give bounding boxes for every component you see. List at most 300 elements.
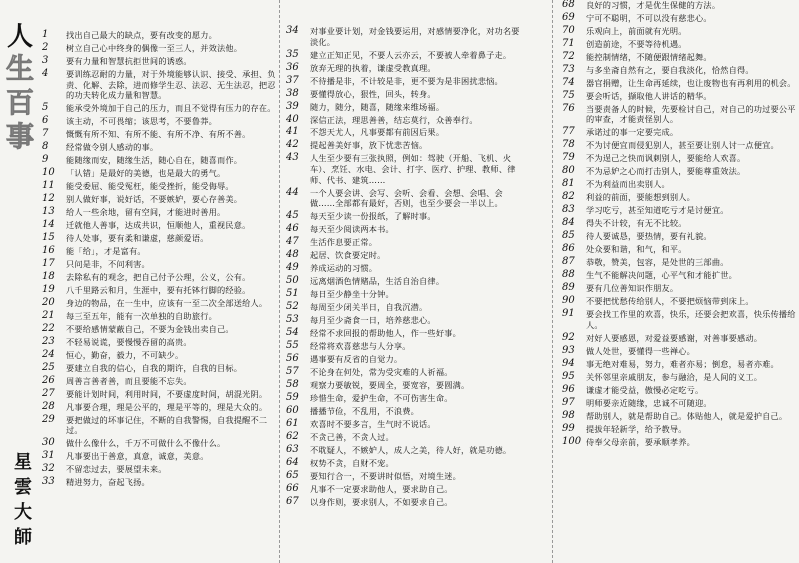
item-number: 93 <box>562 344 575 356</box>
item-text: 能「给」，才是富有。 <box>66 245 146 256</box>
item-number: 15 <box>42 231 55 243</box>
item-text: 「认错」是最好的美德，也是最大的勇气。 <box>66 168 226 179</box>
item-number: 42 <box>286 139 299 151</box>
item-number: 2 <box>42 41 49 53</box>
item-number: 83 <box>562 204 575 216</box>
list-column-1 <box>40 30 278 490</box>
item-text: 要训练忍耐的力量，对于外境能够认识、接受、承担、负责、化解、去除，进而修学生忍、法忍、无生法忍，把忍的功夫转化成力量和智慧。 <box>66 68 276 101</box>
list-item <box>284 250 524 261</box>
item-number: 62 <box>286 430 299 442</box>
item-number: 51 <box>286 288 299 300</box>
list-item <box>40 69 278 101</box>
list-item <box>560 296 796 307</box>
item-text: 生气不能解决问题，心平气和才能扩世。 <box>586 270 737 281</box>
list-item <box>284 380 524 391</box>
item-text: 谦虚才能受益，傲慢必定吃亏。 <box>586 384 704 395</box>
item-text: 权势不贪，自财不宠。 <box>310 457 394 468</box>
item-number: 19 <box>42 283 55 295</box>
item-text: 得失不计较，有无不比较。 <box>586 218 687 229</box>
author-char: 雲 <box>14 477 32 498</box>
list-item <box>284 224 524 235</box>
list-item <box>284 50 524 61</box>
item-text: 要知行合一，不要讲时似悟，对境生迷。 <box>310 470 461 481</box>
item-number: 89 <box>562 282 575 294</box>
item-text: 宁可不聪明，不可以没有慈悲心。 <box>586 12 712 23</box>
item-number: 10 <box>42 167 55 179</box>
item-text: 要能计划时间，利用时间，不要虚度时间，胡混光阴。 <box>66 388 268 399</box>
item-number: 13 <box>42 206 55 217</box>
list-item <box>284 102 524 113</box>
list-item <box>40 43 278 54</box>
list-item <box>284 211 524 222</box>
item-text: 人生至少要有三张执照，例如：驾驶（开船、飞机、火车）、烹饪、水电、会计、打字、医疗、护理、教师、律师、代书、建筑…… <box>310 153 516 185</box>
item-text: 身边的物品，在一生中，应该有一至二次全部送给人。 <box>66 297 268 308</box>
list-item <box>40 402 278 413</box>
list-item <box>284 263 524 274</box>
title-char: 事 <box>5 120 34 153</box>
list-item <box>284 458 524 469</box>
item-text: 每三至五年，能有一次单独的自助旅行。 <box>66 310 217 321</box>
item-number: 35 <box>286 48 299 60</box>
item-text: 每日至少静坐十分钟。 <box>310 289 394 300</box>
item-number: 30 <box>42 437 55 449</box>
list-item <box>284 406 524 417</box>
list-item <box>284 153 524 185</box>
item-text: 不为利益而出卖别人。 <box>586 179 670 190</box>
item-number: 43 <box>286 152 299 164</box>
list-item <box>40 233 278 244</box>
list-item <box>560 192 796 203</box>
item-number: 97 <box>562 396 575 408</box>
list-item <box>284 471 524 482</box>
item-text: 恭敬，赞美，包容，是处世的三部曲。 <box>586 257 729 268</box>
list-item <box>284 367 524 378</box>
item-text: 提起善美好事，放下忧悲苦恼。 <box>310 140 428 151</box>
item-number: 73 <box>562 63 575 75</box>
list-item <box>40 116 278 127</box>
item-number: 85 <box>562 230 575 242</box>
list-item <box>284 328 524 339</box>
item-text: 提拔年轻新学，给予教导。 <box>586 423 687 434</box>
item-number: 34 <box>286 25 299 36</box>
item-number: 71 <box>562 37 575 49</box>
item-number: 99 <box>562 422 575 434</box>
item-text: 侍奉父母亲前，要承顺孝养。 <box>586 436 696 447</box>
item-text: 做什么像什么，千万不可做什么不像什么。 <box>66 438 226 449</box>
list-item <box>560 218 796 229</box>
item-text: 每周至少闭关半日，自我沉潜。 <box>310 302 428 313</box>
item-number: 28 <box>42 400 55 412</box>
item-text: 以身作则，要求别人，不如要求自己。 <box>310 496 453 507</box>
list-item <box>284 115 524 126</box>
item-number: 100 <box>562 435 582 447</box>
item-text: 经常不求回报的帮助他人，作一些好事。 <box>310 328 461 339</box>
item-text: 能承受外境加于自己的压力，而且不觉得有压力的存在。 <box>66 103 276 114</box>
item-text: 生活作息要正常。 <box>310 237 378 248</box>
item-number: 8 <box>42 141 49 153</box>
item-number: 39 <box>286 100 299 112</box>
list-item <box>40 207 278 218</box>
list-item <box>284 76 524 87</box>
list-item <box>40 272 278 283</box>
author-name <box>12 450 34 550</box>
item-text: 起居、饮食要定时。 <box>310 250 386 261</box>
list-item <box>284 63 524 74</box>
item-text: 该主动，不可畏缩；该思考，不要鲁莽。 <box>66 116 217 127</box>
list-item <box>560 359 796 370</box>
item-number: 12 <box>42 193 55 205</box>
item-number: 56 <box>286 353 299 365</box>
item-text: 播播节俭，不乱用，不浪费。 <box>310 405 420 416</box>
list-column-3 <box>560 0 796 450</box>
list-item <box>40 438 278 449</box>
list-item <box>560 65 796 76</box>
item-text: 器官捐赠，让生命再延续，也让废物也有再利用的机会。 <box>586 77 796 88</box>
list-item <box>560 333 796 344</box>
item-number: 74 <box>562 76 575 88</box>
item-number: 49 <box>286 262 299 274</box>
item-number: 44 <box>286 186 299 198</box>
item-number: 95 <box>562 370 575 382</box>
item-text: 要有几位善知识作朋友。 <box>586 283 679 294</box>
item-number: 88 <box>562 269 575 281</box>
list-item <box>560 52 796 63</box>
item-text: 树立自己心中终身的偶像一至三人，并效法他。 <box>66 42 243 53</box>
item-text: 八千里路云和月，生涯中，要有托钵行脚的经验。 <box>66 284 251 295</box>
list-item <box>40 337 278 348</box>
list-item <box>560 437 796 448</box>
list-item <box>40 451 278 462</box>
list-item <box>40 376 278 387</box>
item-number: 63 <box>286 443 299 455</box>
item-number: 38 <box>286 87 299 99</box>
item-number: 54 <box>286 327 299 339</box>
item-text: 远离烟酒色情赌品，生活自治自律。 <box>310 276 445 287</box>
item-number: 80 <box>562 165 575 177</box>
list-item <box>560 153 796 164</box>
item-text: 帮助别人，就是帮助自己。体贴他人，就是爱护自己。 <box>586 410 788 421</box>
list-item <box>284 354 524 365</box>
list-item <box>40 142 278 153</box>
item-text: 每月至少斋食一日，培养慈悲心。 <box>310 315 436 326</box>
item-text: 关怀邻里亲戚朋友，参与融洽，是人间的义工。 <box>586 371 763 382</box>
item-number: 3 <box>42 54 49 66</box>
item-number: 68 <box>562 0 575 10</box>
item-text: 遇事要有反省的自觉力。 <box>310 354 403 365</box>
item-text: 放弃无理的执着，谦虚受教真理。 <box>310 62 436 73</box>
list-item <box>284 393 524 404</box>
item-text: 给人一些余地，留有空间，才能进时善用。 <box>66 207 226 217</box>
item-number: 31 <box>42 450 55 462</box>
item-number: 86 <box>562 243 575 255</box>
list-item <box>560 127 796 138</box>
item-text: 凡事要出于善意，真意，诚意，美意。 <box>66 451 209 462</box>
item-number: 59 <box>286 391 299 403</box>
list-item <box>40 129 278 140</box>
item-number: 92 <box>562 331 575 343</box>
list-item <box>284 289 524 300</box>
item-text: 养成运动的习惯。 <box>310 263 378 274</box>
item-text: 不轻易说谎，要慢慢吞留的高贵。 <box>66 336 192 347</box>
item-number: 24 <box>42 348 55 360</box>
item-text: 待人处事，要有柔和谦虚，慈颜爱语。 <box>66 232 209 243</box>
item-text: 凡事要合理，理是公平的，理是平等的，理是大众的。 <box>66 401 268 412</box>
item-number: 76 <box>562 102 575 114</box>
item-text: 建立正知正见，不要人云亦云，不要被人牵着鼻子走。 <box>310 49 512 60</box>
list-item <box>284 341 524 352</box>
list-item <box>40 324 278 335</box>
item-text: 迁就他人善事，达成共识，恒顺他人，重视民意。 <box>66 219 251 230</box>
item-text: 别人做好事，说好话，不要嫉妒，要心存善美。 <box>66 194 243 205</box>
item-text: 不为忌妒之心而打击别人，要能尊重效法。 <box>586 166 746 177</box>
item-number: 36 <box>286 61 299 73</box>
list-item <box>560 91 796 102</box>
item-text: 不为讨便宜而侵犯别人，甚至要让别人讨一点便宜。 <box>586 140 779 151</box>
page-fold-divider <box>552 0 553 563</box>
item-text: 利益的前面，要能想到别人。 <box>586 192 696 203</box>
item-number: 78 <box>562 139 575 151</box>
title-char: 人 <box>6 22 33 52</box>
item-number: 98 <box>562 409 575 421</box>
list-item <box>284 419 524 430</box>
item-text: 找出自己最大的缺点，要有改变的愿力。 <box>66 30 217 40</box>
item-number: 65 <box>286 469 299 481</box>
list-item <box>560 346 796 357</box>
list-item <box>560 270 796 281</box>
item-text: 要把做过的坏事记住，不断的自我警惕，自我提醒不二过。 <box>66 414 268 436</box>
list-item <box>560 78 796 89</box>
list-item <box>40 30 278 41</box>
item-number: 41 <box>286 126 299 138</box>
list-item <box>560 13 796 24</box>
list-item <box>284 26 524 47</box>
item-number: 81 <box>562 178 575 190</box>
list-item <box>40 246 278 257</box>
item-text: 要建立自我的信心，自我的期许，自我的目标。 <box>66 362 243 373</box>
list-item <box>40 285 278 296</box>
list-item <box>284 484 524 495</box>
author-char: 星 <box>14 452 32 473</box>
item-number: 60 <box>286 404 299 416</box>
item-text: 珍惜生命，爱护生命，不可伤害生命。 <box>310 392 453 403</box>
item-number: 27 <box>42 387 55 399</box>
item-number: 58 <box>286 379 299 390</box>
list-item <box>284 315 524 326</box>
item-number: 75 <box>562 89 575 101</box>
list-item <box>284 497 524 508</box>
title-char: 生 <box>5 52 34 85</box>
author-char: 大 <box>14 502 32 523</box>
item-text: 精进努力，奋起飞扬。 <box>66 477 150 488</box>
item-number: 50 <box>286 275 299 287</box>
list-item <box>560 140 796 151</box>
item-text: 能受委屈、能受冤枉，能受挫折，能受侮辱。 <box>66 181 234 192</box>
item-text: 不为逞己之快而讽刺别人，要能给人欢喜。 <box>586 153 746 164</box>
list-item <box>560 0 796 11</box>
item-number: 91 <box>562 308 575 320</box>
item-text: 不论身在何处，常为受灾难的人祈福。 <box>310 367 453 378</box>
item-text: 不要把忧愁传给别人，不要把烦恼带到床上。 <box>586 296 754 307</box>
item-text: 要会找工作里的欢喜，快乐，还要会把欢喜，快乐传播给人。 <box>586 309 796 330</box>
item-text: 对好人要感恩，对爱益要感谢，对善事要感动。 <box>586 332 763 343</box>
list-item <box>284 432 524 443</box>
item-number: 40 <box>286 113 299 125</box>
list-item <box>284 127 524 138</box>
item-number: 55 <box>286 340 299 352</box>
list-item <box>284 302 524 313</box>
item-number: 25 <box>42 361 55 373</box>
list-item <box>560 231 796 242</box>
list-item <box>40 311 278 322</box>
item-text: 慨慨有所不知、有所不能、有所不净、有所不善。 <box>66 129 251 140</box>
item-number: 7 <box>42 128 49 140</box>
list-item <box>560 26 796 37</box>
item-text: 能控制情绪，不随便跟情绪起舞。 <box>586 51 712 62</box>
item-number: 6 <box>42 115 49 127</box>
item-text: 处众要和谐，和气，和平。 <box>586 244 687 255</box>
list-item <box>560 424 796 435</box>
item-text: 恒心，勤奋，毅力，不可缺少。 <box>66 349 184 360</box>
list-item <box>284 188 524 209</box>
item-text: 良好的习惯，才是优生保健的方法。 <box>586 0 721 10</box>
list-item <box>40 389 278 400</box>
item-number: 57 <box>286 366 299 378</box>
document-title <box>4 22 36 154</box>
item-text: 周善言善者善，而且要能不忘失。 <box>66 375 192 386</box>
item-text: 不怨天尤人，凡事要都有前因后果。 <box>310 127 445 138</box>
item-number: 16 <box>42 244 55 256</box>
item-text: 事无绝对难易，努力，难者亦易；倒怠，易者亦难。 <box>586 358 779 369</box>
item-text: 当要责备人的时候，先要检讨自己，对自己的功过要公平的审查，才能责怪别人。 <box>586 103 796 125</box>
item-text: 不耽疑人，不嫉妒人，成人之美，待人好，就是功德。 <box>310 444 512 455</box>
list-item <box>560 309 796 330</box>
item-text: 不贪己善，不贪人过。 <box>310 431 394 442</box>
list-item <box>40 168 278 179</box>
item-number: 94 <box>562 357 575 369</box>
item-text: 乐观向上，前面就有光明。 <box>586 25 687 36</box>
item-text: 对事业要计划，对金钱要运用，对感情要净化，对功名要淡化。 <box>310 26 520 47</box>
item-text: 一个人要会讲、会写、会听、会看、会想、会唱、会做……全部都有最好，否则，也至少要会一半以上。 <box>310 187 503 209</box>
list-item <box>40 103 278 114</box>
list-item <box>40 56 278 67</box>
item-number: 72 <box>562 50 575 62</box>
item-number: 37 <box>286 74 299 86</box>
item-text: 不待播是非，不计较是非，更不要为是非困扰悲恼。 <box>310 75 503 86</box>
item-text: 每天至少阅读两本书。 <box>310 224 394 235</box>
list-item <box>40 464 278 475</box>
list-item <box>560 372 796 383</box>
item-text: 每天至少读一份报纸，了解时事。 <box>310 211 436 222</box>
list-item <box>560 166 796 177</box>
list-item <box>560 411 796 422</box>
item-number: 53 <box>286 314 299 326</box>
list-item <box>284 140 524 151</box>
item-number: 11 <box>42 180 55 192</box>
list-item <box>40 181 278 192</box>
item-text: 只问是非，不问利害。 <box>66 258 150 269</box>
item-text: 要有力量和智慧抗拒世间的诱惑。 <box>66 55 192 66</box>
item-number: 32 <box>42 463 55 475</box>
list-item <box>40 363 278 374</box>
item-number: 17 <box>42 257 55 269</box>
item-text: 经常做令别人感动的事。 <box>66 142 159 153</box>
item-number: 46 <box>286 223 299 235</box>
item-text: 去除私有的观念，把自己付予公理，公义，公有。 <box>66 271 251 282</box>
item-text: 学习吃亏，甚至知道吃亏才是讨便宜。 <box>586 205 729 216</box>
item-number: 84 <box>562 217 575 229</box>
list-item <box>284 89 524 100</box>
list-item <box>560 39 796 50</box>
item-number: 66 <box>286 482 299 494</box>
item-number: 61 <box>286 417 299 429</box>
item-text: 与多坐斋自然有之，要自我淡化，恰然自得。 <box>586 64 754 75</box>
item-text: 欢喜时不要多言，生气时不说话。 <box>310 418 436 429</box>
item-text: 明师要亲近随缘，忠诚不可随迎。 <box>586 397 712 408</box>
item-number: 48 <box>286 249 299 261</box>
item-text: 要懂得放心，狠性，回头，转身。 <box>310 88 436 99</box>
item-number: 33 <box>42 476 55 488</box>
list-item <box>284 445 524 456</box>
item-number: 69 <box>562 11 575 23</box>
list-item <box>40 155 278 166</box>
list-column-2 <box>284 26 524 510</box>
item-number: 77 <box>562 126 575 138</box>
author-char: 師 <box>14 527 32 548</box>
item-number: 26 <box>42 374 55 386</box>
item-number: 70 <box>562 24 575 36</box>
item-number: 67 <box>286 495 299 507</box>
item-text: 创造前途，不要等待机遇。 <box>586 38 687 49</box>
item-number: 96 <box>562 383 575 395</box>
item-number: 14 <box>42 218 55 230</box>
item-text: 要会听话，撷取他人讲话的精华。 <box>586 90 712 101</box>
item-text: 深信正法，理思善善，结忘莫行，众善奉行。 <box>310 114 478 125</box>
item-text: 经常将欢喜慈悲与人分享。 <box>310 341 411 352</box>
item-text: 做人处世，要懂得一些禅心。 <box>586 345 696 356</box>
item-number: 87 <box>562 256 575 268</box>
item-number: 4 <box>42 67 49 79</box>
list-item <box>40 477 278 488</box>
item-text: 观察力要敏锐，要周全，要宽容，要圆满。 <box>310 380 470 390</box>
item-number: 45 <box>286 210 299 222</box>
item-number: 52 <box>286 301 299 313</box>
item-text: 凡事不一定要求助他人，要求助自己。 <box>310 483 453 494</box>
item-text: 不要给感情蒙蔽自己，不要为金钱出卖自己。 <box>66 323 234 334</box>
list-item <box>40 194 278 205</box>
item-number: 79 <box>562 152 575 164</box>
item-number: 5 <box>42 102 49 114</box>
item-number: 23 <box>42 335 55 347</box>
item-number: 9 <box>42 154 49 166</box>
item-number: 64 <box>286 456 299 468</box>
list-item <box>40 415 278 436</box>
list-item <box>40 350 278 361</box>
list-item <box>560 244 796 255</box>
list-item <box>560 283 796 294</box>
list-item <box>284 276 524 287</box>
list-item <box>560 385 796 396</box>
item-number: 47 <box>286 236 299 248</box>
item-number: 82 <box>562 191 575 203</box>
item-text: 承诺过的事一定要完成。 <box>586 127 679 138</box>
item-text: 随力，随分，随喜，随缘来维场福。 <box>310 101 445 112</box>
item-number: 22 <box>42 322 55 334</box>
item-number: 18 <box>42 270 55 282</box>
item-text: 能随缘而安，随缘生活，随心自在，随喜而作。 <box>66 155 243 166</box>
item-number: 21 <box>42 309 55 321</box>
list-item <box>40 220 278 231</box>
list-item <box>560 205 796 216</box>
